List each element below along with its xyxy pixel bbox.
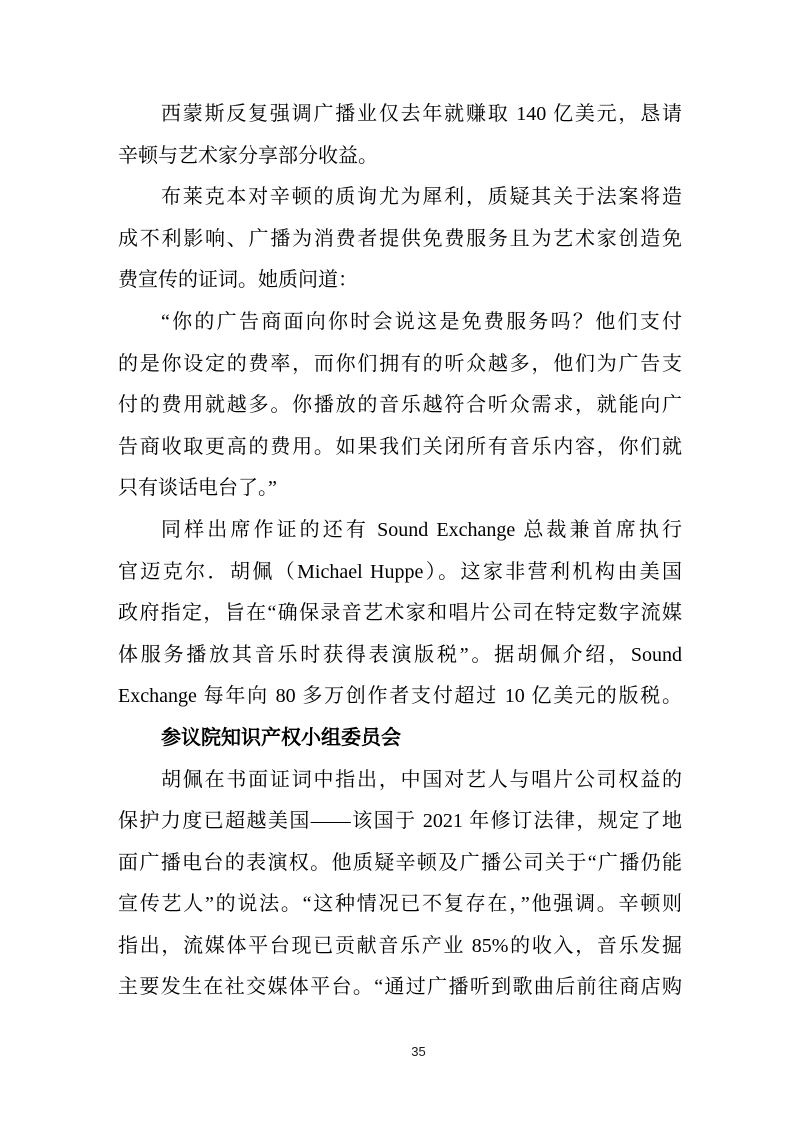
text-line: 主要发生在社交媒体平台。“通过广播听到歌曲后前往商店购 — [118, 976, 682, 999]
text-line: 只有谈话电台了。” — [118, 477, 277, 500]
text-line: 同样出席作证的还有 Sound Exchange 总裁兼首席执行 — [161, 518, 682, 541]
text-line: 的是你设定的费率，而你们拥有的听众越多，他们为广告支 — [118, 352, 682, 375]
text-line: 胡佩在书面证词中指出，中国对艺人与唱片公司权益的 — [161, 768, 682, 791]
text-line: 体服务播放其音乐时获得表演版税”。据胡佩介绍，Sound — [118, 643, 682, 666]
page-number: 35 — [411, 1044, 426, 1059]
text-line: 保护力度已超越美国——该国于 2021 年修订法律，规定了地 — [118, 810, 682, 833]
text-line: 布莱克本对辛顿的质询尤为犀利，质疑其关于法案将造 — [161, 186, 682, 209]
page-footer — [0, 1044, 793, 1059]
section-heading: 参议院知识产权小组委员会 — [161, 726, 401, 749]
text-line: 西蒙斯反复强调广播业仅去年就赚取 140 亿美元，恳请 — [161, 103, 682, 125]
text-line: 官迈克尔．胡佩（Michael Huppe）。这家非营利机构由美国 — [118, 560, 682, 583]
text-line: 辛顿与艺术家分享部分收益。 — [118, 144, 378, 167]
text-line: 付的费用就越多。你播放的音乐越符合听众需求，就能向广 — [118, 394, 682, 417]
text-line: 成不利影响、广播为消费者提供免费服务且为艺术家创造免 — [118, 227, 682, 250]
text-line: Exchange 每年向 80 多万创作者支付超过 10 亿美元的版税。 — [118, 685, 682, 708]
text-line: 费宣传的证词。她质问道： — [118, 269, 358, 292]
text-line: 宣传艺人”的说法。“这种情况已不复存在，”他强调。辛顿则 — [118, 893, 682, 916]
text-line: 告商收取更高的费用。如果我们关闭所有音乐内容，你们就 — [118, 435, 682, 458]
text-line: “你的广告商面向你时会说这是免费服务吗？他们支付 — [161, 310, 682, 333]
document-body — [118, 94, 682, 1009]
text-line: 面广播电台的表演权。他质疑辛顿及广播公司关于“广播仍能 — [118, 851, 682, 874]
text-line: 指出，流媒体平台现已贡献音乐产业 85%的收入，音乐发掘 — [118, 934, 682, 957]
text-line: 政府指定，旨在“确保录音艺术家和唱片公司在特定数字流媒 — [118, 602, 682, 625]
